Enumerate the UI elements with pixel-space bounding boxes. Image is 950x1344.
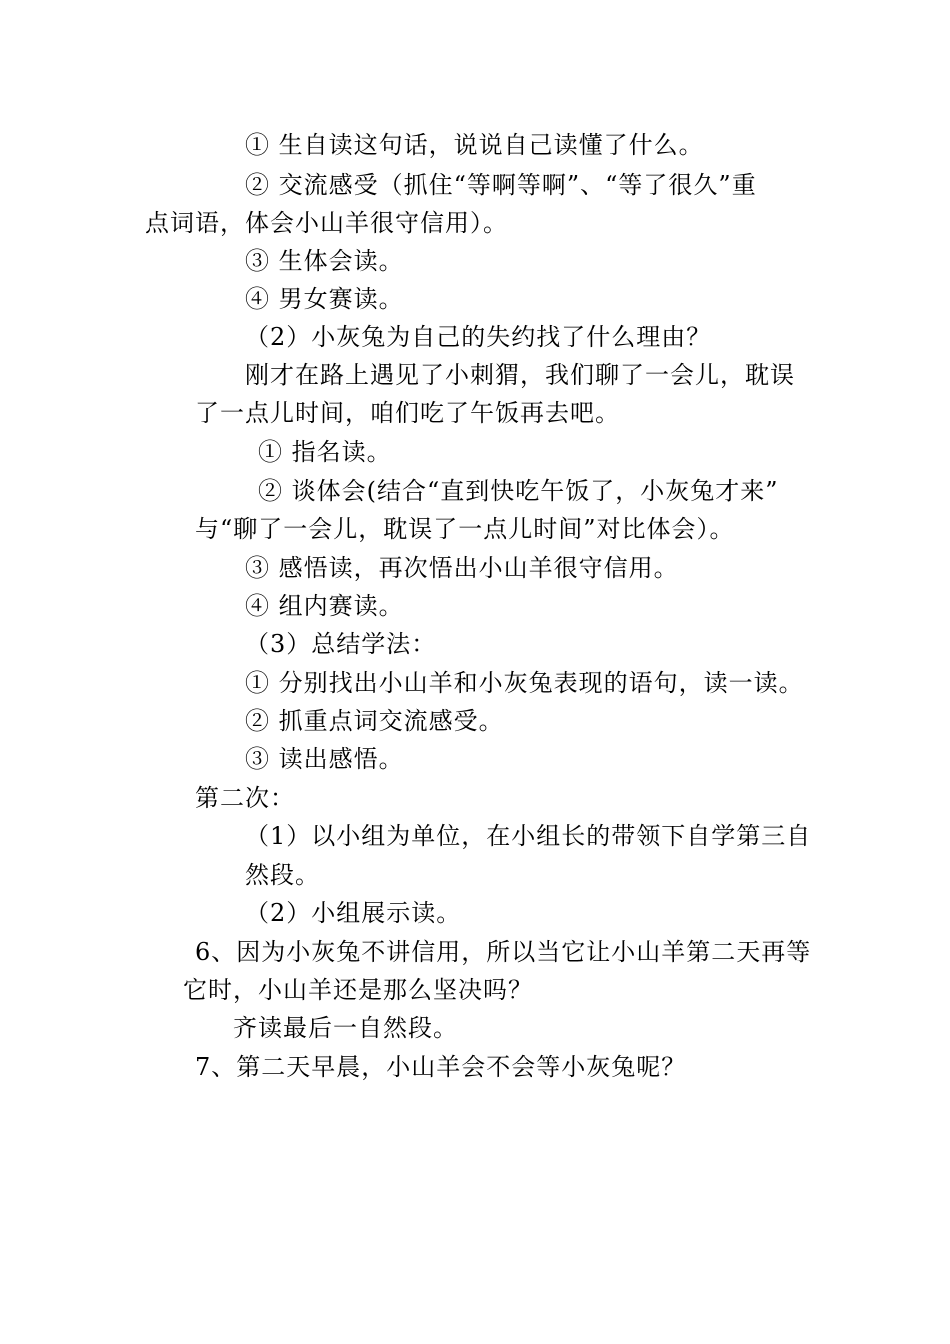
text-line: （3）总结学法： xyxy=(245,630,437,658)
text-line: ③ 生体会读。 xyxy=(245,247,404,275)
text-line: 然段。 xyxy=(245,861,320,889)
text-line: 它时，小山羊还是那么坚决吗？ xyxy=(183,976,533,1004)
text-line: 与“聊了一会儿，耽误了一点儿时间”对比体会）。 xyxy=(195,515,735,543)
text-line: 了一点儿时间，咱们吃了午饭再去吧。 xyxy=(195,399,620,427)
text-line: ① 分别找出小山羊和小灰兔表现的语句，读一读。 xyxy=(245,669,804,697)
text-line: ② 抓重点词交流感受。 xyxy=(245,707,504,735)
text-line: ③ 读出感悟。 xyxy=(245,745,404,773)
text-line: 6、因为小灰兔不讲信用，所以当它让小山羊第二天再等 xyxy=(195,938,812,966)
text-line: 刚才在路上遇见了小刺猬，我们聊了一会儿，耽误 xyxy=(245,361,795,389)
text-line: ④ 组内赛读。 xyxy=(245,592,404,620)
text-line: 7、第二天早晨，小山羊会不会等小灰兔呢？ xyxy=(195,1053,687,1081)
text-line: ③ 感悟读，再次悟出小山羊很守信用。 xyxy=(245,554,679,582)
text-line: 齐读最后一自然段。 xyxy=(233,1014,458,1042)
text-line: ② 交流感受（抓住“等啊等啊”、“等了很久”重 xyxy=(245,171,757,199)
text-line: （2）小灰兔为自己的失约找了什么理由？ xyxy=(245,323,712,351)
text-line: ① 指名读。 xyxy=(258,438,392,466)
text-line: 点词语，体会小山羊很守信用）。 xyxy=(145,209,508,237)
text-line: ② 谈体会(结合“直到快吃午饭了，小灰兔才来” xyxy=(258,477,779,505)
text-line: ④ 男女赛读。 xyxy=(245,285,404,313)
text-line: 第二次： xyxy=(195,784,295,812)
text-line: （1）以小组为单位，在小组长的带领下自学第三自 xyxy=(245,822,812,850)
text-line: （2）小组展示读。 xyxy=(245,899,462,927)
text-line: ① 生自读这句话，说说自己读懂了什么。 xyxy=(245,131,704,159)
